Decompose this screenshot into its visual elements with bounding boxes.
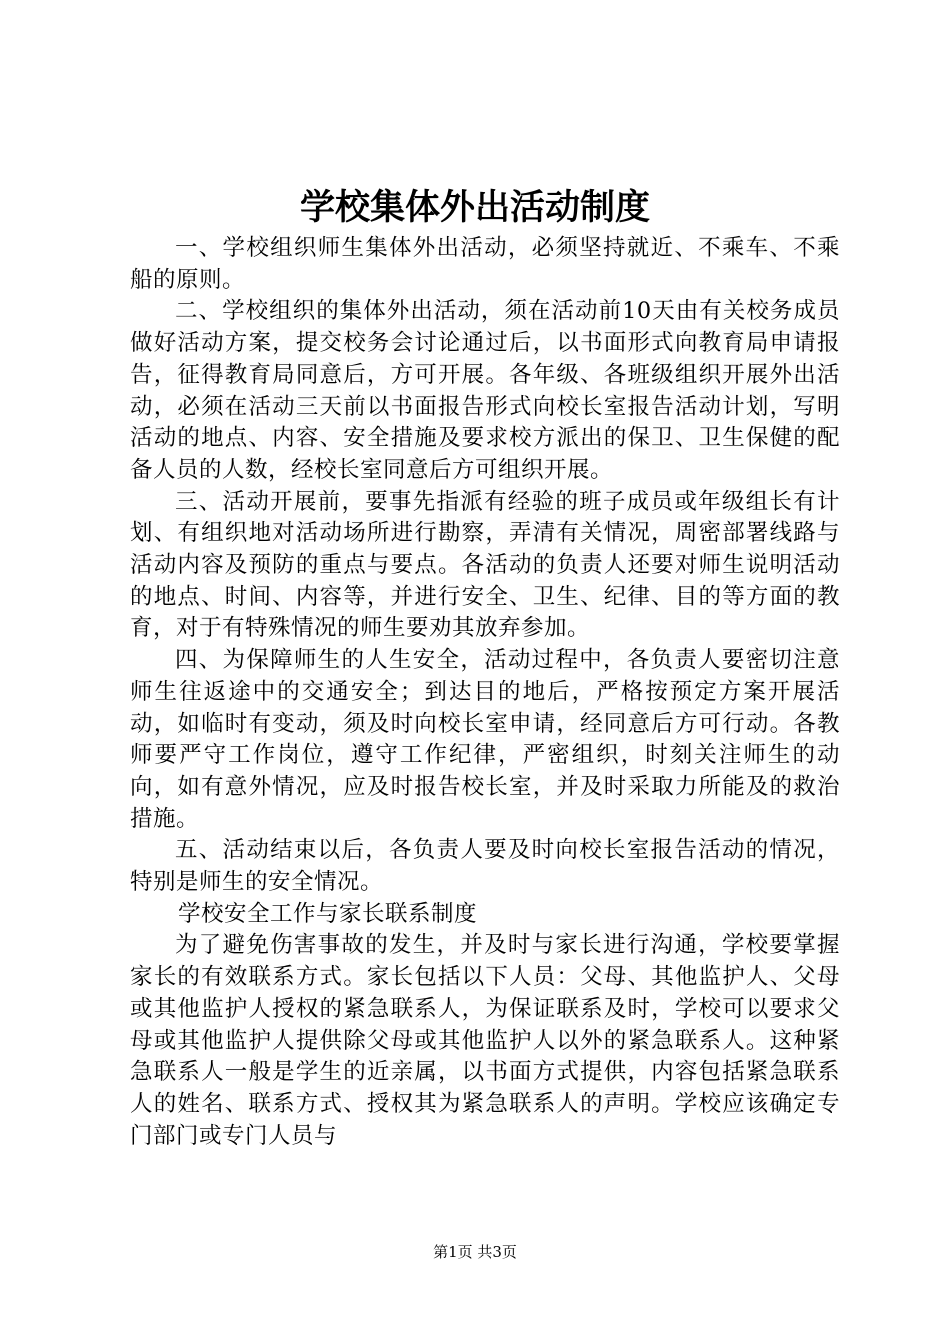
paragraph-5: 五、活动结束以后，各负责人要及时向校长室报告活动的情况，特别是师生的安全情况。 (130, 837, 840, 896)
document-title: 学校集体外出活动制度 (299, 188, 650, 228)
paragraph-3: 三、活动开展前，要事先指派有经验的班子成员或年级组长有计划、有组织地对活动场所进行勘察，弄清有关情况，周密部署线路与活动内容及预防的重点与要点。各活动的负责人还要对师生说明活动的地点、时间、内容等，并进行安全、卫生、纪律、目的等方面的教育，对于有特殊情况的师生要劝其放弃参加。 (130, 488, 840, 642)
paragraph-1: 一、学校组织师生集体外出活动，必须坚持就近、不乘车、不乘船的原则。 (130, 235, 840, 293)
page-number-footer: 第1页 共3页 (433, 1243, 517, 1261)
section-heading: 学校安全工作与家长联系制度 (178, 900, 478, 927)
paragraph-4: 四、为保障师生的人生安全，活动过程中，各负责人要密切注意师生往返途中的交通安全；到达目的地后，严格按预定方案开展活动，如临时有变动，须及时向校长室申请，经同意后方可行动。各教师要严守工作岗位，遵守工作纪律，严密组织，时刻关注师生的动向，如有意外情况，应及时报告校长室，并及时采取力所能及的救治措施。 (130, 647, 840, 832)
section-paragraph: 为了避免伤害事故的发生，并及时与家长进行沟通，学校要掌握家长的有效联系方式。家长包括以下人员：父母、其他监护人、父母或其他监护人授权的紧急联系人，为保证联系及时，学校可以要求父母或其他监护人提供除父母或其他监护人以外的紧急联系人。这种紧急联系人一般是学生的近亲属，以书面方式提供，内容包括紧急联系人的姓名、联系方式、授权其为紧急联系人的声明。学校应该确定专门部门或专门人员与 (130, 932, 840, 1149)
paragraph-2: 二、学校组织的集体外出活动，须在活动前10天由有关校务成员做好活动方案，提交校务会讨论通过后，以书面形式向教育局申请报告，征得教育局同意后，方可开展。各年级、各班级组织开展外出活动，必须在活动三天前以书面报告形式向校长室报告活动计划，写明活动的地点、内容、安全措施及要求校方派出的保卫、卫生保健的配备人员的人数，经校长室同意后方可组织开展。 (130, 298, 840, 483)
document-body (130, 233, 840, 1152)
